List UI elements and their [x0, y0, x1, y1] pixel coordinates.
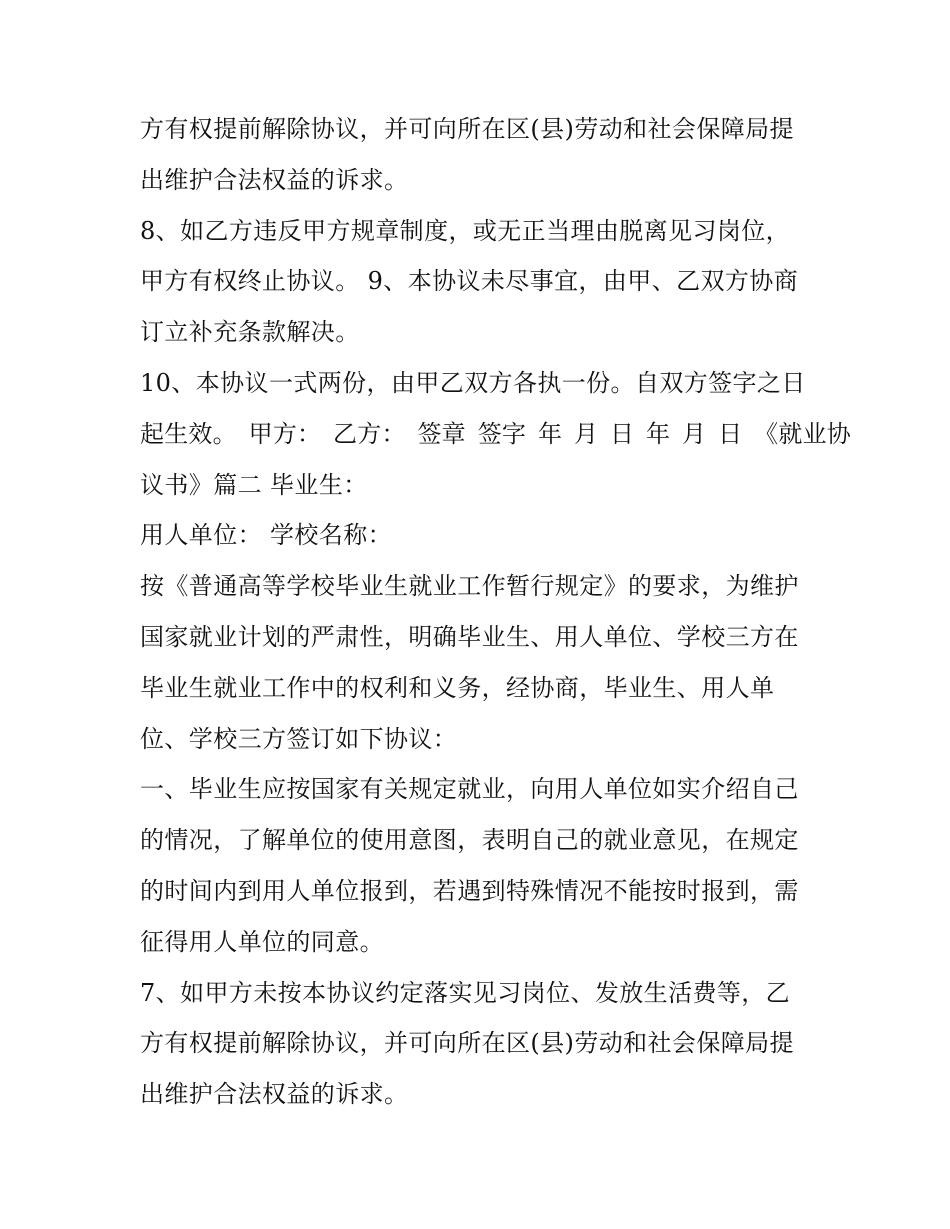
text-line-11: 国家就业计划的严肃性，明确毕业生、用人单位、学校三方在 [140, 622, 799, 651]
text-line-16: 的时间内到用人单位报到，若遇到特殊情况不能按时报到，需 [140, 876, 799, 905]
text-line-8: 议书》篇二 毕业生： [140, 470, 368, 499]
text-line-10: 按《普通高等学校毕业生就业工作暂行规定》的要求，为维护 [140, 572, 799, 601]
text-line-7: 起生效。 甲方： 乙方： 签章 签字 年 月 日 年 月 日 《就业协 [140, 419, 851, 448]
text-line-6: 10、本协议一式两份，由甲乙双方各执一份。自双方签字之日 [140, 368, 806, 397]
text-line-1: 方有权提前解除协议，并可向所在区(县)劳动和社会保障局提 [140, 115, 794, 143]
document-body [140, 104, 851, 1120]
text-line-13: 位、学校三方签订如下协议： [140, 724, 458, 753]
text-line-4: 甲方有权终止协议。 9、本协议未尽事宜，由甲、乙双方协商 [140, 267, 799, 296]
text-line-18: 7、如甲方未按本协议约定落实见习岗位、发放生活费等，乙 [140, 978, 791, 1007]
text-line-15: 的情况，了解单位的使用意图，表明自己的就业意见，在规定 [140, 826, 799, 855]
text-line-17: 征得用人单位的同意。 [140, 927, 384, 956]
text-line-20: 出维护合法权益的诉求。 [140, 1080, 409, 1109]
text-line-14: 一、毕业生应按国家有关规定就业，向用人单位如实介绍自己 [140, 775, 799, 804]
text-line-9: 用人单位： 学校名称： [140, 521, 393, 550]
text-line-5: 订立补充条款解决。 [140, 318, 360, 347]
text-line-19: 方有权提前解除协议，并可向所在区(县)劳动和社会保障局提 [140, 1029, 794, 1058]
text-line-12: 毕业生就业工作中的权利和义务，经协商，毕业生、用人单 [140, 673, 775, 702]
text-line-3: 8、如乙方违反甲方规章制度，或无正当理由脱离见习岗位， [140, 216, 791, 245]
text-line-2: 出维护合法权益的诉求。 [140, 165, 409, 194]
